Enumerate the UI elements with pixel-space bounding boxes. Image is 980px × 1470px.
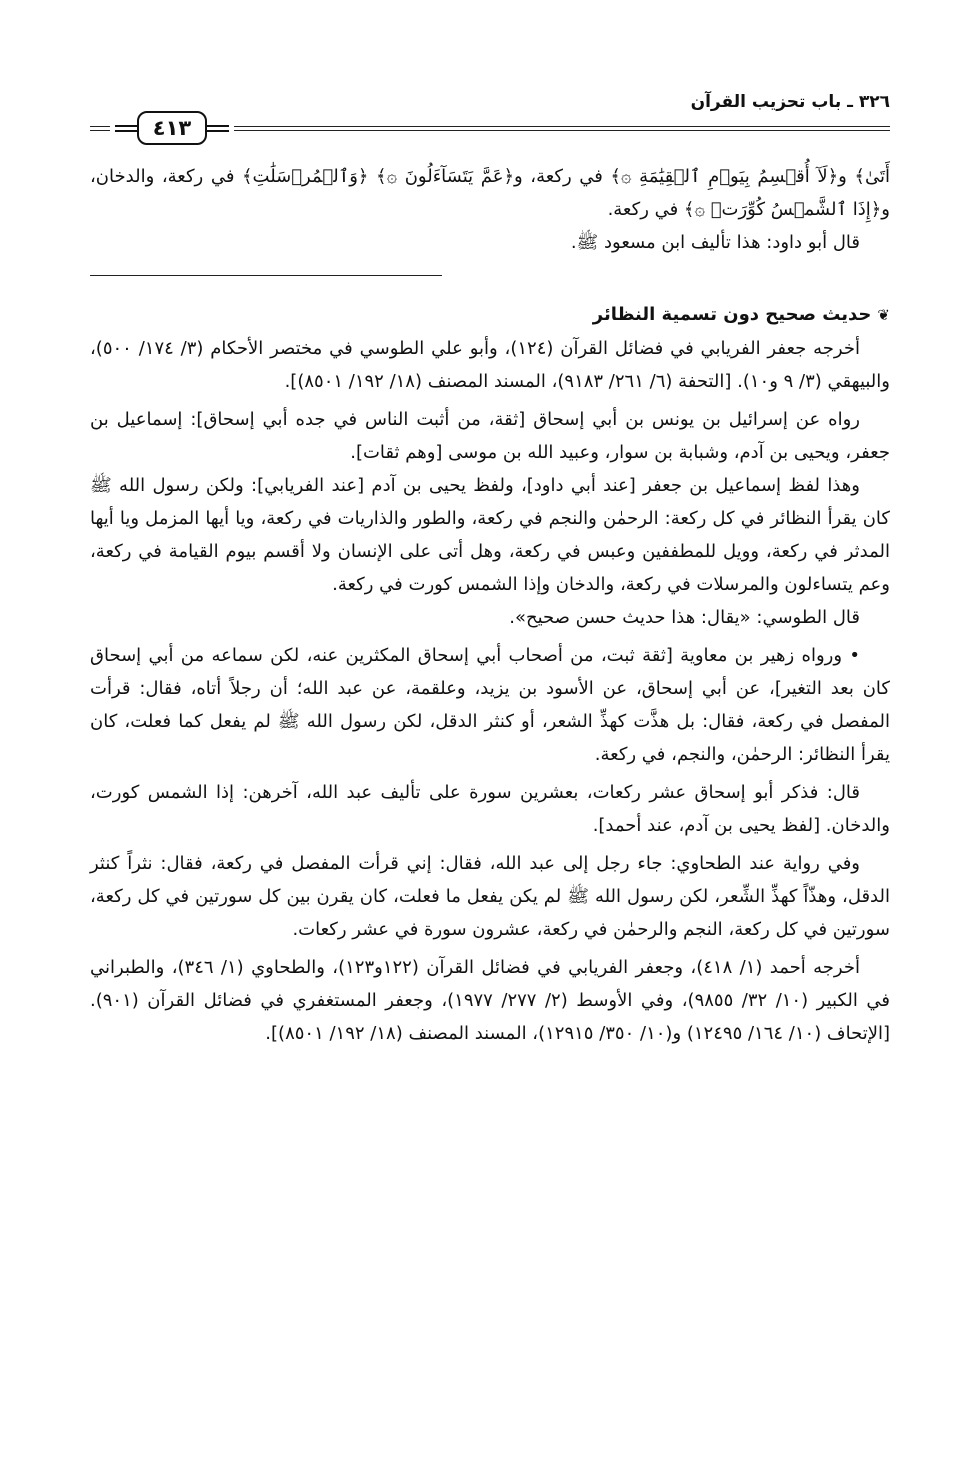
- leaf-icon: ❦: [877, 306, 890, 324]
- verse-paragraph: أَتَىٰ﴾ و﴿لَآ أُقۡسِمُ بِيَوۡمِ ٱلۡقِيَٰمَةِ ۞﴾ في ركعة، و﴿عَمَّ يَتَسَآءَلُونَ ۞﴾ ﴿وَٱلۡمُرۡسَلَٰتِ﴾ في ركعة، والدخان، و﴿إِذَا ٱلشَّمۡسُ كُوِّرَتۡ ۞﴾ في ركعة.: [90, 166, 890, 220]
- page-number: ٤١٣: [137, 111, 207, 145]
- paragraph-takhrij-2: أخرجه أحمد (١/ ٤١٨)، وجعفر الفريابي في فضائل القرآن (١٢٢و١٢٣)، والطحاوي (١/ ٣٤٦)، والطبراني في الكبير (١٠/ ٣٢/ ٩٨٥٥)، وفي الأوسط (٢/ ٢٧٧/ ١٩٧٧)، وجعفر المستغفري في فضائل القرآن (٩٠١). [الإتحاف (١٠/ ١٦٤/ ١٢٤٩٥) و(١٠/ ٣٥٠/ ١٢٩١٥)، المسند المصنف (١٨/ ١٩٢/ ٨٥٠١)].: [90, 957, 890, 1044]
- ornament-dash: [115, 125, 137, 132]
- page-number-badge: [110, 110, 234, 146]
- chapter-title: ٣٢٦ ـ باب تحزيب القرآن: [690, 92, 890, 112]
- ornament-dash: [207, 125, 229, 132]
- page-header: [90, 92, 890, 140]
- section-divider: [90, 275, 442, 276]
- section-heading-text: حديث صحيح دون تسمية النظائر: [592, 304, 872, 325]
- section-heading: [90, 298, 890, 332]
- paragraph-zuhair: • ورواه زهير بن معاوية [ثقة ثبت، من أصحاب أبي إسحاق المكثرين عنه، لكن سماعه من أبي إسحاق كان بعد التغير]، عن أبي إسحاق، عن الأسود بن يزيد، وعلقمة، عن عبد الله؛ أن رجلاً أتاه، فقال: قرأت المفصل في ركعة، فقال: بل هذَّت كهذِّ الشعر، أو كنثر الدقل، لكن رسول الله ﷺ لم يفعل كما فعلت، كان يقرأ النظائر: الرحمٰن، والنجم، في ركعة.: [90, 645, 890, 765]
- abu-dawud-note: قال أبو داود: هذا تأليف ابن مسعود ﷺ.: [570, 232, 860, 253]
- paragraph-tusi: قال الطوسي: «يقال: هذا حديث حسن صحيح».: [509, 607, 860, 628]
- paragraph-tahawi: وفي رواية عند الطحاوي: جاء رجل إلى عبد الله، فقال: إني قرأت المفصل في ركعة، فقال: نثراً كنثر الدقل، وهذّاً كهذِّ الشِّعر، لكن رسول الله ﷺ لم يكن يفعل ما فعلت، كان يقرن بين كل سورتين في كل ركعة، سورتين في كل ركعة، النجم والرحمٰن في ركعة، عشرون سورة في عشر ركعات.: [90, 853, 890, 940]
- page: [90, 92, 890, 1422]
- paragraph-wording: وهذا لفظ إسماعيل بن جعفر [عند أبي داود]، ولفظ يحيى بن آدم [عند الفريابي]: ولكن رسول الله ﷺ كان يقرأ النظائر في كل ركعة: الرحمٰن والنجم في ركعة، والطور والذاريات في ركعة، ويا أيها المزمل ويا أيها المدثر في ركعة، وويل للمطففين وعبس في ركعة، وهل أتى على الإنسان ولا أقسم بيوم القيامة في ركعة، وعم يتساءلون والمرسلات في ركعة، والدخان وإذا الشمس كورت في ركعة.: [90, 475, 890, 595]
- paragraph-narrators: رواه عن إسرائيل بن يونس بن أبي إسحاق [ثقة، من أثبت الناس في جده أبي إسحاق]: إسماعيل بن جعفر، ويحيى بن آدم، وشبابة بن سوار، وعبيد الله بن موسى [وهم ثقات].: [90, 409, 890, 463]
- paragraph-takhrij-1: أخرجه جعفر الفريابي في فضائل القرآن (١٢٤)، وأبو علي الطوسي في مختصر الأحكام (٣/ ١٧٤/ ٥٠٠)، والبيهقي (٣/ ٩ و١٠). [التحفة (٦/ ٢٦١/ ٩١٨٣)، المسند المصنف (١٨/ ١٩٢/ ٨٥٠١)].: [90, 338, 890, 392]
- paragraph-ten-rakaat: قال: فذكر أبو إسحاق عشر ركعات، بعشرين سورة على تأليف عبد الله، آخرهن: إذا الشمس كورت، والدخان. [لفظ يحيى بن آدم، عند أحمد].: [90, 782, 890, 836]
